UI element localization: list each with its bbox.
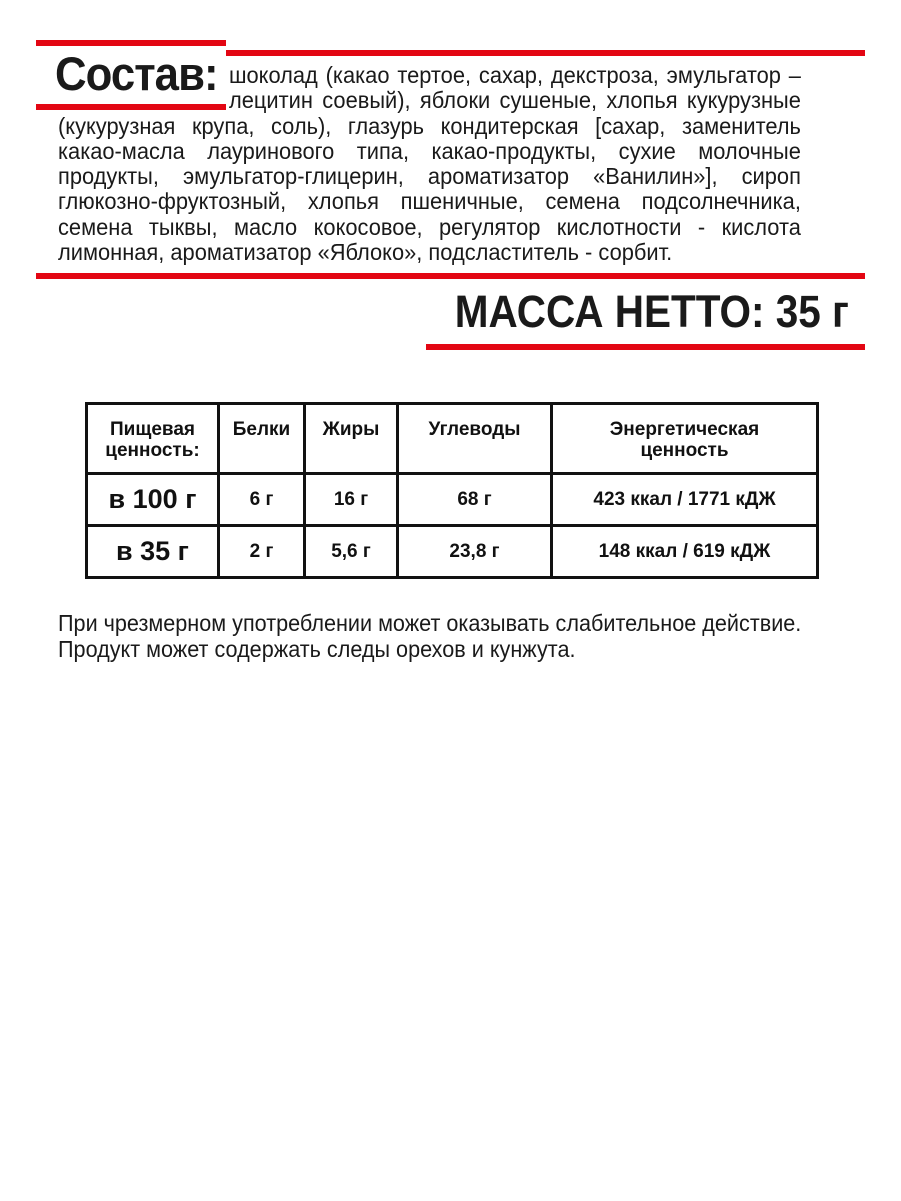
net-weight-red-bar <box>426 344 865 350</box>
top-left-red-bar <box>36 40 226 46</box>
table-row <box>87 526 818 578</box>
row-label-100g: в 100 г <box>87 474 219 526</box>
net-weight-heading: МАССА НЕТТО: 35 г <box>454 286 849 337</box>
nutrition-table <box>85 402 819 579</box>
table-row <box>87 474 818 526</box>
fat-35g: 5,6 г <box>305 526 398 578</box>
warning-allergens: Продукт может содержать следы орехов и кунжута. <box>58 636 576 662</box>
energy-35g: 148 ккал / 619 кДЖ <box>552 526 818 578</box>
composition-title: Состав: <box>55 47 218 100</box>
carbs-100g: 68 г <box>398 474 552 526</box>
row-label-35g: в 35 г <box>87 526 219 578</box>
header-energy: Энергетическая ценность <box>552 404 818 474</box>
fat-100g: 16 г <box>305 474 398 526</box>
composition-text: шоколад (какао тертое, сахар, декстроза, эмульгатор – лецитин соевый), яблоки сушеные, хлопья кукурузные (кукурузная крупа, соль), глазурь кондитерская [сахар, заменитель какао-масла лауринового типа, какао-продукты, сухие молочные продукты, эмульгатор-глицерин, ароматизатор «Ванилин»], сироп глюкозно-фруктозный, хлопья пшеничные, семена подсолнечника, семена тыквы, масло кокосовое, регулятор кислотности - кислота лимонная, ароматизатор «Яблоко», подсластитель - сорбит. <box>58 62 801 266</box>
header-fat: Жиры <box>305 404 398 474</box>
composition-bottom-red-bar <box>36 273 865 279</box>
nutrition-header-row <box>87 404 818 474</box>
warning-laxative: При чрезмерном употреблении может оказывать слабительное действие. <box>58 610 802 636</box>
header-carbs: Углеводы <box>398 404 552 474</box>
header-nutrition-value: Пищевая ценность: <box>87 404 219 474</box>
protein-35g: 2 г <box>219 526 305 578</box>
header-protein: Белки <box>219 404 305 474</box>
energy-100g: 423 ккал / 1771 кДЖ <box>552 474 818 526</box>
warning-text <box>58 610 810 662</box>
protein-100g: 6 г <box>219 474 305 526</box>
carbs-35g: 23,8 г <box>398 526 552 578</box>
top-right-red-bar <box>226 50 865 56</box>
